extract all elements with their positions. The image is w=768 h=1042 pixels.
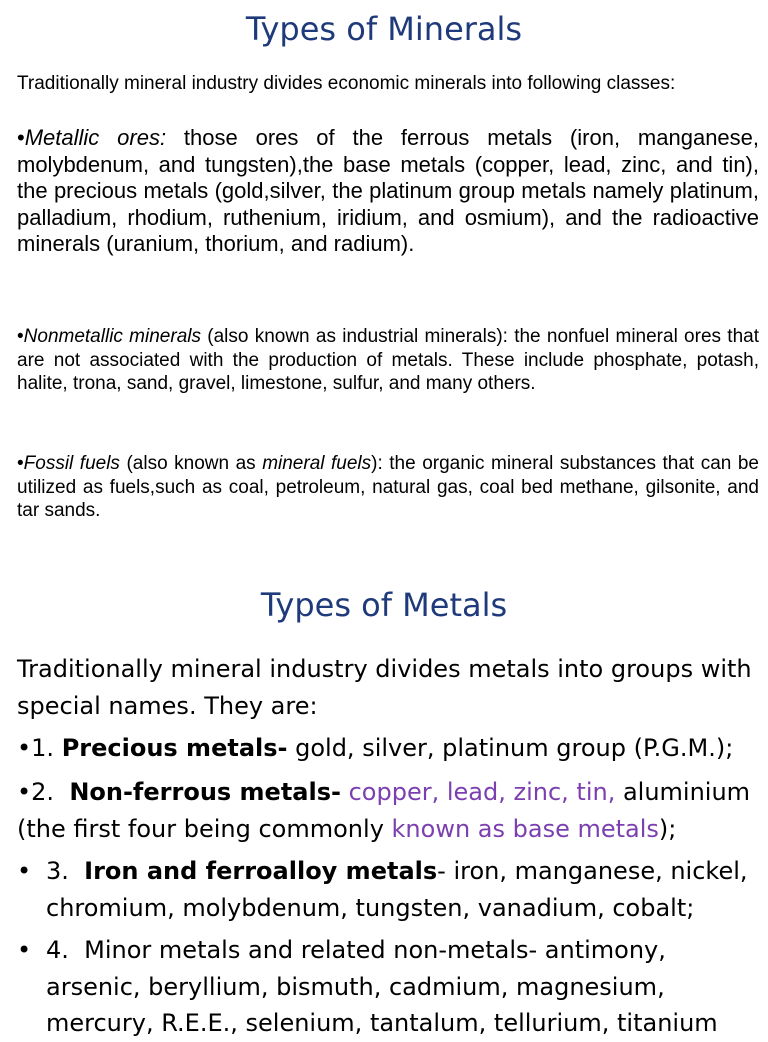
minerals-title: Types of Minerals (245, 10, 523, 48)
group-name: Iron and ferroalloy metals (84, 857, 438, 885)
fossil-fuels-paragraph (17, 452, 759, 523)
minerals-intro: Traditionally mineral industry divides economic minerals into following classes: (17, 73, 676, 94)
fossil-fuels-text-b: ): (371, 453, 383, 474)
bullet: • (17, 734, 32, 762)
group-number: 1. (31, 734, 62, 762)
group-name: Non-ferrous metals- (69, 778, 341, 806)
fossil-fuels-term: Fossil fuels (23, 453, 120, 474)
mineral-fuels-term: mineral fuels (262, 453, 372, 474)
bullet: • (17, 778, 32, 806)
metallic-ores-text: those ores of the ferrous metals (iron, manganese, molybdenum, and tungsten),the base metals (copper, lead, zinc, and tin), the precious metals (gold,silver, the platinum group metals namely platinum, palladium, rhodium, ruthenium, iridium, and osmium), and the radioactive minerals (uranium, thorium, and radium). (17, 125, 760, 256)
group-name: Precious metals- (61, 734, 288, 762)
fossil-fuels-text-c: the organic mineral substances that can be utilized as fuels,such as coal, petroleum, natural gas, coal bed methane, gilsonite, and tar sands. (17, 453, 759, 521)
group-text: aluminium (the first four being commonly (17, 778, 751, 843)
nonmetallic-minerals-term: Nonmetallic minerals (23, 326, 201, 347)
base-metals-list: copper, lead, zinc, tin, (348, 778, 616, 806)
fossil-fuels-text-a: (also known as (119, 453, 263, 474)
metal-group-1 (17, 730, 759, 767)
bullet: • (17, 936, 32, 964)
group-spacer (341, 778, 349, 806)
group-number: 3. (46, 857, 85, 885)
group-text: Minor metals and related non-metals- antimony, arsenic, beryllium, bismuth, cadmium, magnesium, mercury, R.E.E., selenium, tantalum, tellurium, titanium (46, 936, 718, 1037)
metal-group-4 (17, 932, 759, 1042)
group-content (46, 853, 759, 926)
group-text: - iron, manganese, nickel, chromium, molybdenum, tungsten, vanadium, cobalt; (46, 857, 748, 922)
metals-title: Types of Metals (260, 586, 508, 624)
metal-group-2 (17, 774, 759, 847)
group-number: 4. (46, 936, 85, 964)
group-number: 2. (31, 778, 70, 806)
nonmetallic-minerals-paragraph (17, 325, 759, 396)
bullet: • (17, 453, 24, 474)
bullet: • (17, 326, 24, 347)
bullet: • (17, 125, 25, 150)
metallic-ores-paragraph (17, 125, 759, 258)
nonmetallic-minerals-text: (also known as industrial minerals): the nonfuel mineral ores that are not associated with the production of metals. These include phosphate, potash, halite, trona, sand, gravel, limestone, sulfur, and many others. (17, 326, 759, 394)
base-metals-note: known as base metals (391, 814, 659, 843)
bullet: • (17, 857, 32, 885)
group-text-end: ); (658, 814, 677, 843)
metals-intro: Traditionally mineral industry divides metals into groups with special names. They are: (17, 655, 752, 720)
metallic-ores-term: Metallic ores: (24, 125, 167, 150)
group-content (46, 932, 759, 1042)
metal-group-3 (17, 853, 759, 926)
group-text: gold, silver, platinum group (P.G.M.); (287, 734, 734, 762)
